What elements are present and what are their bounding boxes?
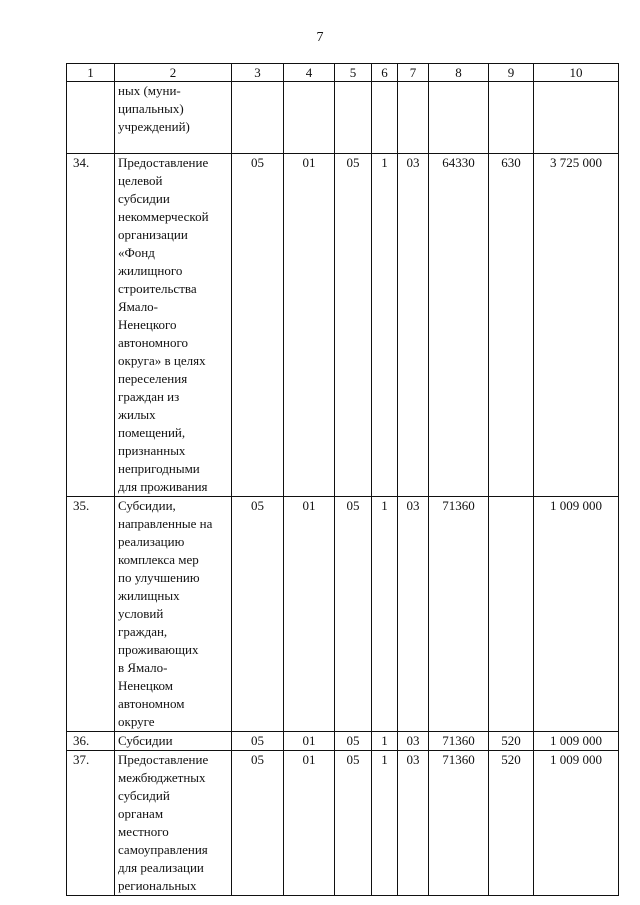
cell-col10 — [534, 82, 619, 154]
row-number: 37. — [67, 751, 115, 896]
row-number: 34. — [67, 154, 115, 497]
budget-table — [66, 63, 619, 896]
cell-col8 — [429, 82, 489, 154]
cell-col7: 03 — [398, 497, 429, 732]
header-cell: 2 — [115, 64, 232, 82]
header-cell: 3 — [232, 64, 284, 82]
header-cell: 7 — [398, 64, 429, 82]
row-name: ных (муни- ципальных) учреждений) — [115, 82, 232, 154]
cell-col9: 520 — [489, 751, 534, 896]
cell-col6 — [372, 82, 398, 154]
cell-col10: 1 009 000 — [534, 751, 619, 896]
cell-col6: 1 — [372, 154, 398, 497]
cell-col5 — [335, 82, 372, 154]
row-number: 35. — [67, 497, 115, 732]
cell-col3: 05 — [232, 154, 284, 497]
cell-col6: 1 — [372, 732, 398, 751]
cell-col6: 1 — [372, 751, 398, 896]
row-name: Предоставление межбюджетных субсидий органам местного самоуправления для реализации региональных — [115, 751, 232, 896]
header-cell: 1 — [67, 64, 115, 82]
table-row — [67, 751, 619, 896]
cell-col4: 01 — [284, 751, 335, 896]
cell-col6: 1 — [372, 497, 398, 732]
table-row — [67, 732, 619, 751]
cell-col8: 71360 — [429, 497, 489, 732]
cell-col5: 05 — [335, 497, 372, 732]
header-cell: 5 — [335, 64, 372, 82]
cell-col7: 03 — [398, 154, 429, 497]
cell-col4: 01 — [284, 154, 335, 497]
row-number — [67, 82, 115, 154]
header-cell: 6 — [372, 64, 398, 82]
cell-col7 — [398, 82, 429, 154]
cell-col5: 05 — [335, 732, 372, 751]
header-cell: 10 — [534, 64, 619, 82]
row-number: 36. — [67, 732, 115, 751]
cell-col4 — [284, 82, 335, 154]
header-row — [67, 64, 619, 82]
table-row — [67, 497, 619, 732]
header-cell: 9 — [489, 64, 534, 82]
row-name: Субсидии — [115, 732, 232, 751]
cell-col9 — [489, 82, 534, 154]
cell-col9: 630 — [489, 154, 534, 497]
row-name: Субсидии, направленные на реализацию комплекса мер по улучшению жилищных условий граждан, проживающих в Ямало- Ненецком автономном округе — [115, 497, 232, 732]
header-cell: 4 — [284, 64, 335, 82]
cell-col9 — [489, 497, 534, 732]
cell-col10: 1 009 000 — [534, 497, 619, 732]
cell-col5: 05 — [335, 751, 372, 896]
cell-col3: 05 — [232, 732, 284, 751]
cell-col7: 03 — [398, 751, 429, 896]
cell-col3 — [232, 82, 284, 154]
cell-col9: 520 — [489, 732, 534, 751]
cell-col8: 71360 — [429, 732, 489, 751]
table-row — [67, 154, 619, 497]
header-cell: 8 — [429, 64, 489, 82]
cell-col8: 71360 — [429, 751, 489, 896]
row-name: Предоставление целевой субсидии некоммерческой организации «Фонд жилищного строительства Ямало- Ненецкого автономного округа» в целях переселения граждан из жилых помещений, признанных непригодными для проживания — [115, 154, 232, 497]
cell-col8: 64330 — [429, 154, 489, 497]
page-number: 7 — [316, 30, 324, 45]
cell-col7: 03 — [398, 732, 429, 751]
cell-col5: 05 — [335, 154, 372, 497]
cell-col4: 01 — [284, 732, 335, 751]
cell-col10: 3 725 000 — [534, 154, 619, 497]
cell-col10: 1 009 000 — [534, 732, 619, 751]
cell-col3: 05 — [232, 497, 284, 732]
cell-col3: 05 — [232, 751, 284, 896]
cell-col4: 01 — [284, 497, 335, 732]
table-row — [67, 82, 619, 154]
